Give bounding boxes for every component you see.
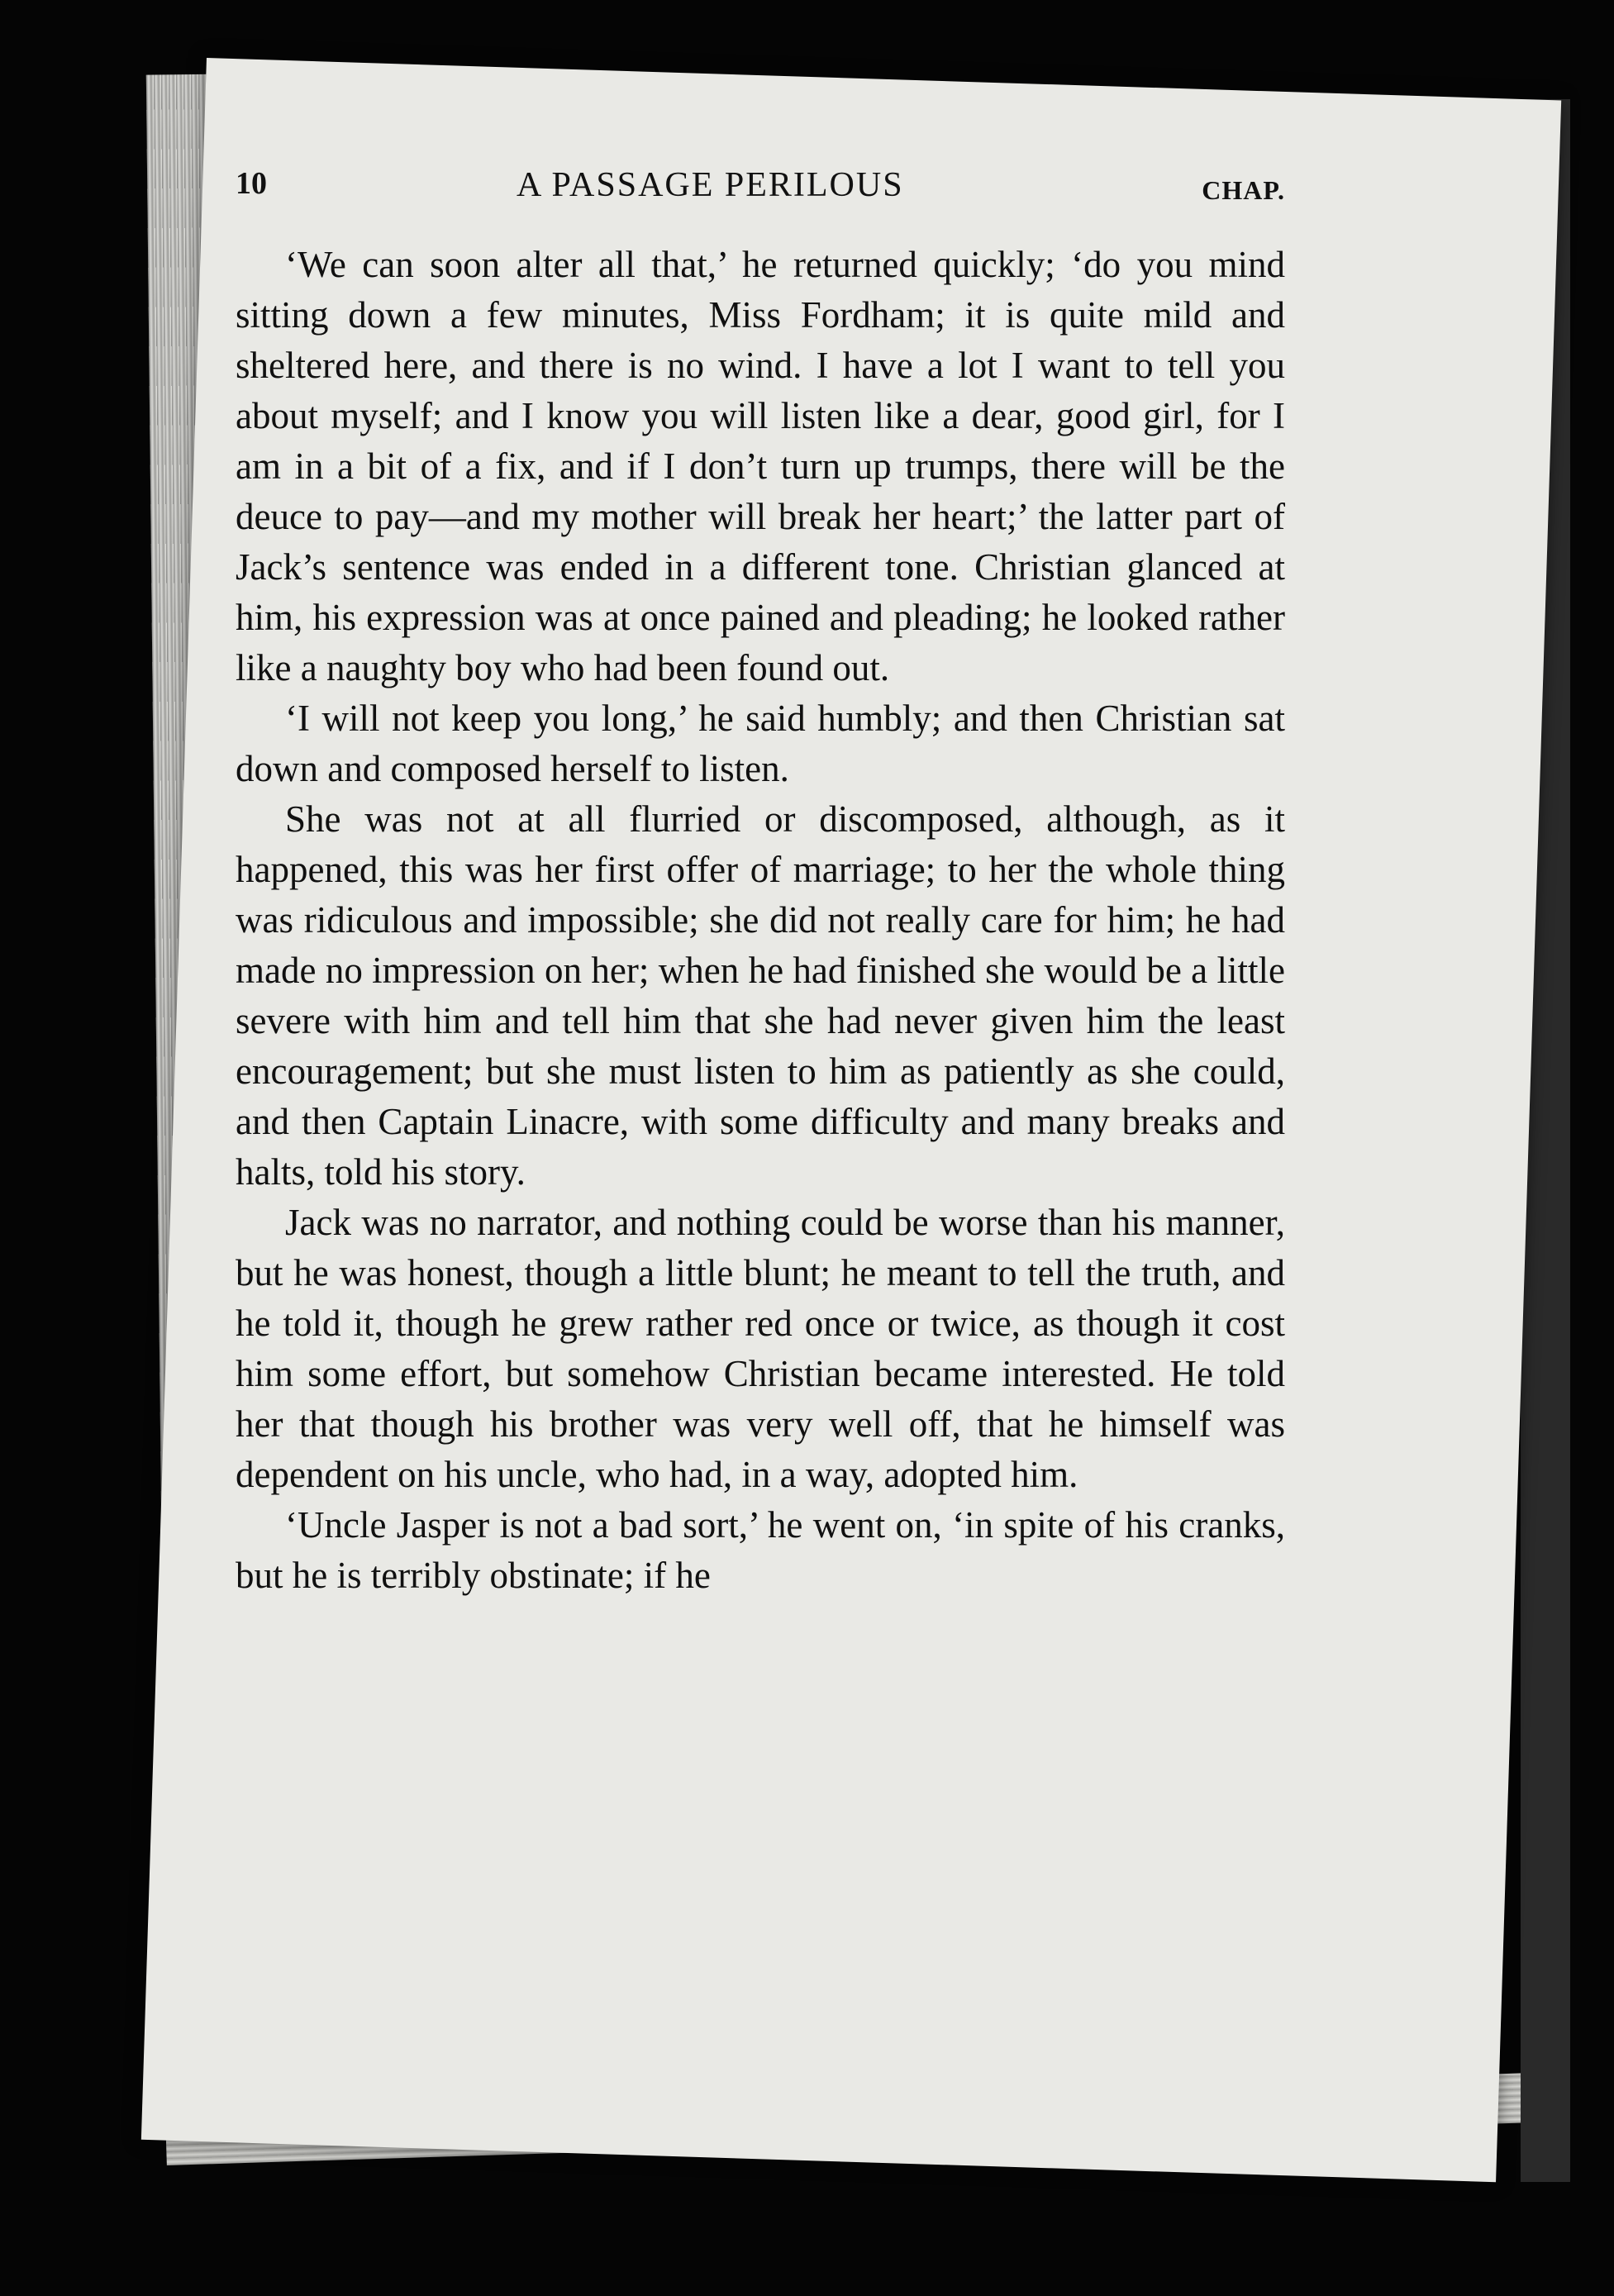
paragraph: ‘I will not keep you long,’ he said humbly; and then Christian sat down and composed herself to listen. <box>236 698 1285 789</box>
running-header <box>236 165 1285 215</box>
paragraph: ‘Uncle Jasper is not a bad sort,’ he went on, ‘in spite of his cranks, but he is terribly obstinate; if he <box>236 1504 1285 1596</box>
paragraph: ‘We can soon alter all that,’ he returned quickly; ‘do you mind sitting down a few minutes, Miss Fordham; it is quite mild and sheltered here, and there is no wind. I have a lot I want to tell you about myself; and I know you will listen like a dear, good girl, for I am in a bit of a fix, and if I don’t turn up trumps, there will be the deuce to pay—and my mother will break her heart;’ the latter part of Jack’s sentence was ended in a different tone. Christian glanced at him, his expression was at once pained and pleading; he looked rather like a naughty boy who had been found out. <box>236 244 1285 688</box>
paragraph: She was not at all flurried or discomposed, although, as it happened, this was her first offer of marriage; to her the whole thing was ridiculous and impossible; she did not really care for him; he had made no impression on her; when he had finished she would be a little severe with him and tell him that she had never given him the least encouragement; but she must listen to him as patiently as she could, and then Captain Linacre, with some difficulty and many breaks and halts, told his story. <box>236 798 1285 1193</box>
paragraph: Jack was no narrator, and nothing could be worse than his manner, but he was honest, though a little blunt; he meant to tell the truth, and he told it, though he grew rather red once or twice, as though it cost him some effort, but somehow Christian became interested. He told her that though his brother was very well off, that he himself was dependent on his uncle, who had, in a way, adopted him. <box>236 1202 1285 1495</box>
body-text <box>236 240 1285 1601</box>
page-number: 10 <box>236 166 267 201</box>
chapter-label: CHAP. <box>1202 175 1285 205</box>
running-title: A PASSAGE PERILOUS <box>517 166 904 204</box>
